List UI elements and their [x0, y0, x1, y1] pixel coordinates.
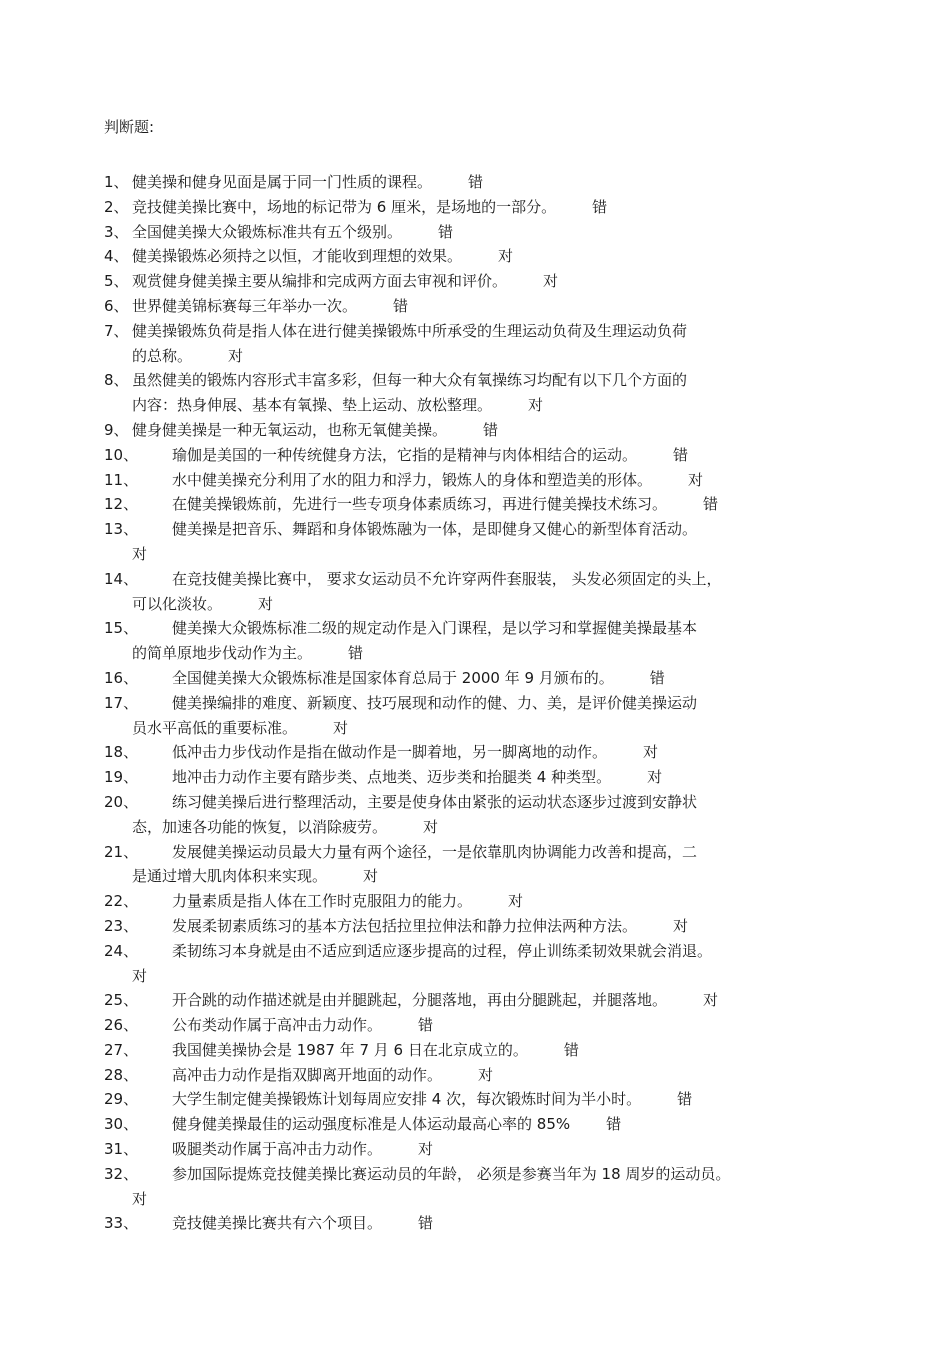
- question-continuation-text: 是通过增大肌肉体积来实现。: [132, 867, 328, 886]
- question-continuation-text: 的总称。: [132, 346, 193, 365]
- question-text: [104, 195, 934, 220]
- question-text-line: 我国健美操协会是 1987 年 7 月 6 日在北京成立的。: [172, 1040, 528, 1059]
- question-item: [104, 294, 934, 319]
- answer-mark: 对: [418, 1140, 434, 1159]
- question-item: [104, 1038, 934, 1063]
- answer-mark: 错: [438, 222, 454, 241]
- question-item: [104, 1087, 934, 1112]
- answer-mark: 对: [258, 594, 274, 613]
- question-number: 32、: [104, 1164, 139, 1183]
- answer-mark: 对: [647, 768, 663, 787]
- question-number: 22、: [104, 892, 139, 911]
- question-text: [104, 418, 934, 443]
- question-number: 28、: [104, 1065, 139, 1084]
- question-text: [104, 468, 934, 493]
- question-text-line: 瑜伽是美国的一种传统健身方法，它指的是精神与肉体相结合的运动。: [172, 445, 638, 464]
- question-text-line: 练习健美操后进行整理活动，主要是使身体由紧张的运动状态逐步过渡到安静状: [172, 792, 698, 811]
- question-text: [104, 1211, 934, 1236]
- question-text-line: 在竞技健美操比赛中， 要求女运动员不允许穿两件套服装， 头发必须固定的头上，: [172, 569, 722, 588]
- question-number: 14、: [104, 569, 139, 588]
- answer-mark: 对: [688, 470, 704, 489]
- question-continuation: [104, 641, 934, 666]
- question-text-line: 开合跳的动作描述就是由并腿跳起，分腿落地，再由分腿跳起，并腿落地。: [172, 991, 668, 1010]
- answer-mark: 错: [649, 668, 665, 687]
- question-number: 20、: [104, 792, 139, 811]
- question-continuation: [104, 815, 934, 840]
- answer-mark: 对: [132, 966, 148, 985]
- question-continuation-text: 员水平高低的重要标准。: [132, 718, 298, 737]
- question-text: [104, 269, 934, 294]
- question-text: [104, 691, 934, 716]
- answer-mark: 错: [468, 173, 484, 191]
- question-text-line: 发展柔韧素质练习的基本方法包括拉里拉伸法和静力拉伸法两种方法。: [172, 916, 638, 935]
- answer-mark: 对: [543, 272, 559, 291]
- question-text-line: 吸腿类动作属于高冲击力动作。: [172, 1140, 383, 1159]
- question-continuation: [104, 542, 934, 567]
- answer-mark: 对: [528, 396, 544, 415]
- question-number: 21、: [104, 842, 139, 861]
- question-continuation: [104, 393, 934, 418]
- question-text-line: 健美操和健身见面是属于同一门性质的课程。: [132, 173, 433, 191]
- question-number: 30、: [104, 1115, 139, 1134]
- answer-mark: 对: [228, 346, 244, 365]
- question-text: [104, 244, 934, 269]
- question-continuation: [104, 1187, 934, 1212]
- question-item: [104, 492, 934, 517]
- question-number: 24、: [104, 941, 139, 960]
- question-number: 13、: [104, 520, 139, 539]
- answer-mark: 错: [592, 197, 608, 216]
- question-item: [104, 691, 934, 741]
- answer-mark: 对: [508, 892, 524, 911]
- answer-mark: 对: [423, 817, 439, 836]
- question-text-line: 高冲击力动作是指双脚离开地面的动作。: [172, 1065, 443, 1084]
- answer-mark: 对: [478, 1065, 494, 1084]
- question-continuation: [104, 864, 934, 889]
- question-number: 11、: [104, 470, 139, 489]
- answer-mark: 错: [606, 1115, 622, 1134]
- question-item: [104, 765, 934, 790]
- question-item: [104, 840, 934, 890]
- question-continuation: [104, 344, 934, 369]
- question-number: 4、: [104, 247, 129, 266]
- question-text: [104, 790, 934, 815]
- question-text-line: 观赏健身健美操主要从编排和完成两方面去审视和评价。: [132, 272, 508, 291]
- answer-mark: 错: [483, 420, 499, 439]
- question-item: [104, 269, 934, 294]
- answer-mark: 对: [643, 743, 659, 762]
- question-text: [104, 765, 934, 790]
- question-number: 3、: [104, 222, 129, 241]
- question-continuation: [104, 592, 934, 617]
- question-text: [104, 840, 934, 865]
- question-number: 19、: [104, 768, 139, 787]
- true-false-question-list: [104, 170, 934, 1236]
- question-text: [104, 1013, 934, 1038]
- question-item: [104, 443, 934, 468]
- question-number: 29、: [104, 1090, 139, 1109]
- question-number: 1、: [104, 173, 129, 191]
- question-item: [104, 939, 934, 989]
- question-number: 2、: [104, 197, 129, 216]
- question-number: 16、: [104, 668, 139, 687]
- question-text-line: 地冲击力动作主要有踏步类、点地类、迈步类和抬腿类 4 种类型。: [172, 768, 612, 787]
- question-text: [104, 889, 934, 914]
- question-item: [104, 418, 934, 443]
- question-text: [104, 1137, 934, 1162]
- question-item: [104, 195, 934, 220]
- question-text-line: 健美操锻炼必须持之以恒，才能收到理想的效果。: [132, 247, 463, 266]
- question-text: [104, 368, 934, 393]
- question-item: [104, 616, 934, 666]
- question-item: [104, 368, 934, 418]
- question-item: [104, 1013, 934, 1038]
- answer-mark: 错: [348, 644, 364, 663]
- question-text-line: 大学生制定健美操锻炼计划每周应安排 4 次，每次锻炼时间为半小时。: [172, 1090, 642, 1109]
- question-number: 10、: [104, 445, 139, 464]
- question-text: [104, 567, 934, 592]
- question-text: [104, 914, 934, 939]
- question-text: [104, 740, 934, 765]
- question-text: [104, 666, 934, 691]
- question-text-line: 低冲击力步伐动作是指在做动作是一脚着地，另一脚离地的动作。: [172, 743, 608, 762]
- question-number: 26、: [104, 1016, 139, 1035]
- question-text-line: 健美操锻炼负荷是指人体在进行健美操锻炼中所承受的生理运动负荷及生理运动负荷: [132, 321, 688, 340]
- question-item: [104, 220, 934, 245]
- question-text-line: 在健美操锻炼前，先进行一些专项身体素质练习，再进行健美操技术练习。: [172, 495, 668, 514]
- question-item: [104, 666, 934, 691]
- question-item: [104, 244, 934, 269]
- question-continuation: [104, 716, 934, 741]
- answer-mark: 错: [703, 495, 719, 514]
- question-number: 7、: [104, 321, 129, 340]
- answer-mark: 对: [363, 867, 379, 886]
- question-text: [104, 517, 934, 542]
- question-text-line: 力量素质是指人体在工作时克服阻力的能力。: [172, 892, 473, 911]
- question-text-line: 世界健美锦标赛每三年举办一次。: [132, 296, 358, 315]
- question-text-line: 健身健美操最佳的运动强度标准是人体运动最高心率的 85%: [172, 1115, 571, 1134]
- question-number: 31、: [104, 1140, 139, 1159]
- answer-mark: 对: [673, 916, 689, 935]
- answer-mark: 错: [563, 1040, 579, 1059]
- question-text: [104, 220, 934, 245]
- question-text-line: 发展健美操运动员最大力量有两个途径，一是依靠肌肉协调能力改善和提高，二: [172, 842, 698, 861]
- question-item: [104, 1162, 934, 1212]
- question-number: 25、: [104, 991, 139, 1010]
- question-text-line: 健美操大众锻炼标准二级的规定动作是入门课程，是以学习和掌握健美操最基本: [172, 619, 698, 638]
- answer-mark: 错: [418, 1016, 434, 1035]
- question-item: [104, 988, 934, 1013]
- question-text: [104, 988, 934, 1013]
- question-number: 8、: [104, 371, 129, 390]
- question-continuation-text: 内容：热身伸展、基本有氧操、垫上运动、放松整理。: [132, 396, 493, 415]
- question-item: [104, 740, 934, 765]
- question-text-line: 竞技健美操比赛共有六个项目。: [172, 1214, 383, 1233]
- question-text-line: 全国健美操大众锻炼标准共有五个级别。: [132, 222, 403, 241]
- question-text: [104, 1038, 934, 1063]
- question-item: [104, 790, 934, 840]
- question-text: [104, 492, 934, 517]
- question-number: 12、: [104, 495, 139, 514]
- question-continuation-text: 的简单原地步伐动作为主。: [132, 644, 313, 663]
- question-item: [104, 1137, 934, 1162]
- question-item: [104, 319, 934, 369]
- question-text-line: 公布类动作属于高冲击力动作。: [172, 1016, 383, 1035]
- question-text: [104, 939, 934, 964]
- question-number: 23、: [104, 916, 139, 935]
- question-text-line: 健身健美操是一种无氧运动，也称无氧健美操。: [132, 420, 448, 439]
- question-text-line: 水中健美操充分利用了水的阻力和浮力，锻炼人的身体和塑造美的形体。: [172, 470, 653, 489]
- question-number: 18、: [104, 743, 139, 762]
- question-item: [104, 889, 934, 914]
- answer-mark: 对: [498, 247, 514, 266]
- question-number: 5、: [104, 272, 129, 291]
- answer-mark: 错: [418, 1214, 434, 1233]
- question-text: [104, 443, 934, 468]
- question-text: [104, 319, 934, 344]
- section-heading: 判断题:: [104, 118, 155, 136]
- question-continuation-text: 可以化淡妆。: [132, 594, 223, 613]
- question-item: [104, 468, 934, 493]
- question-item: [104, 914, 934, 939]
- answer-mark: 错: [393, 296, 409, 315]
- question-text-line: 参加国际提炼竞技健美操比赛运动员的年龄， 必须是参赛当年为 18 周岁的运动员。: [172, 1164, 731, 1183]
- question-number: 6、: [104, 296, 129, 315]
- question-number: 33、: [104, 1214, 139, 1233]
- question-text: [104, 1087, 934, 1112]
- question-number: 15、: [104, 619, 139, 638]
- question-text-line: 柔韧练习本身就是由不适应到适应逐步提高的过程，停止训练柔韧效果就会消退。: [172, 941, 713, 960]
- question-text-line: 健美操是把音乐、舞蹈和身体锻炼融为一体，是即健身又健心的新型体育活动。: [172, 520, 698, 539]
- answer-mark: 对: [132, 1189, 148, 1208]
- question-text-line: 全国健美操大众锻炼标准是国家体育总局于 2000 年 9 月颁布的。: [172, 668, 614, 687]
- question-text: [104, 1063, 934, 1088]
- question-continuation-text: 态，加速各功能的恢复，以消除疲劳。: [132, 817, 388, 836]
- answer-mark: 错: [677, 1090, 693, 1109]
- question-continuation: [104, 964, 934, 989]
- question-item: [104, 170, 934, 195]
- question-text-line: 竞技健美操比赛中，场地的标记带为 6 厘米，是场地的一部分。: [132, 197, 557, 216]
- question-number: 9、: [104, 420, 129, 439]
- question-item: [104, 1063, 934, 1088]
- answer-mark: 对: [333, 718, 349, 737]
- question-number: 27、: [104, 1040, 139, 1059]
- question-text: [104, 1162, 934, 1187]
- question-text: [104, 170, 934, 195]
- question-text: [104, 1112, 934, 1137]
- question-text: [104, 294, 934, 319]
- question-item: [104, 1211, 934, 1236]
- question-text-line: 虽然健美的锻炼内容形式丰富多彩，但每一种大众有氧操练习均配有以下几个方面的: [132, 371, 688, 390]
- answer-mark: 对: [132, 544, 148, 563]
- question-item: [104, 567, 934, 617]
- question-text-line: 健美操编排的难度、新颖度、技巧展现和动作的健、力、美，是评价健美操运动: [172, 693, 698, 712]
- answer-mark: 对: [703, 991, 719, 1010]
- question-item: [104, 517, 934, 567]
- answer-mark: 错: [673, 445, 689, 464]
- question-item: [104, 1112, 934, 1137]
- question-number: 17、: [104, 693, 139, 712]
- question-text: [104, 616, 934, 641]
